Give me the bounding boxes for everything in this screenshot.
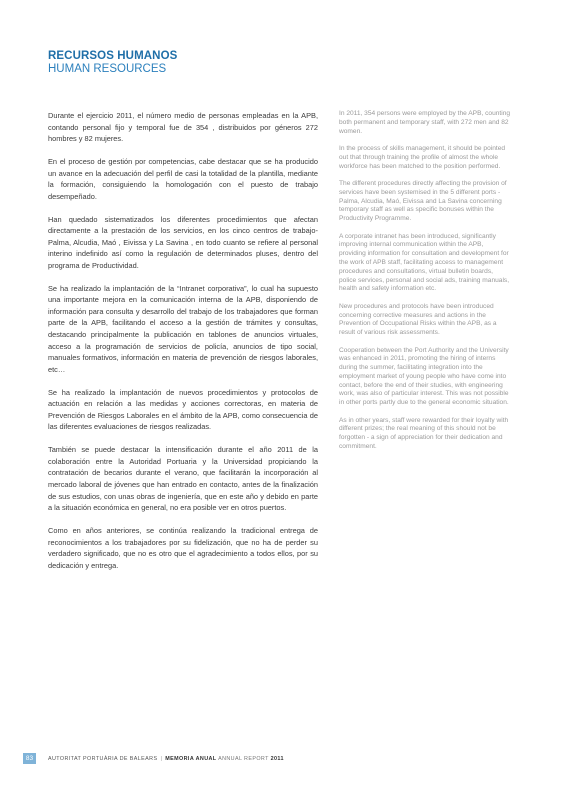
- footer-text: [48, 756, 284, 762]
- spanish-paragraph: Se ha realizado la implantación de la “Intranet corporativa”, lo cual ha supuesto una importante mejora en la comunicación interna de la APB, disponiendo de información para consulta y desarrollo del trabajo de los trabajadores que forman parte de la APB, facilitando el acceso a la gestión de trámites y consultas, destacando principalmente la publicación en tablones de anuncios virtuales, acceso a la programación de servicios de policía, anuncios de tipo social, manuales formativos, información en materia de prevención de riesgos laborales, etc…: [48, 283, 318, 374]
- section-title-spanish: RECURSOS HUMANOS: [48, 50, 178, 62]
- footer-separator: |: [160, 755, 163, 762]
- page-footer: [23, 753, 284, 764]
- english-paragraph: A corporate intranet has been introduced, significantly improving internal communication within the APB, providing information for consultation and development for the work of APB staff, facilitating access to management procedures and consultations, virtual bulletin boards, police services, personal and social ads, training manuals, health and safety information etc.: [339, 232, 510, 293]
- section-title-english: HUMAN RESOURCES: [48, 63, 167, 75]
- footer-memoria-label: MEMORIA ANUAL: [165, 755, 217, 762]
- english-text-column: [339, 110, 511, 460]
- spanish-text-column: [48, 110, 318, 583]
- spanish-paragraph: Se ha realizado la implantación de nuevos procedimientos y protocolos de actuación en relación a las medidas y acciones correctoras, en materia de Prevención de Riesgos Laborales en el ámbito de la APB, como consecuencia de las diferentes evaluaciones de riesgos realizadas.: [48, 387, 318, 432]
- spanish-paragraph: Durante el ejercicio 2011, el número medio de personas empleadas en la APB, contando personal fijo y temporal fue de 354 , distribuidos por géneros 272 hombres y 82 mujeres.: [48, 111, 318, 144]
- english-paragraph: In the process of skills management, it should be pointed out that through training the profile of almost the whole workforce has been matched to the position performed.: [339, 144, 506, 170]
- spanish-paragraph: Han quedado sistematizados los diferentes procedimientos que afectan directamente a la prestación de los servicios, en los cinco centros de trabajo- Palma, Alcudia, Maó , Eivissa y La Savina , en todo cuanto se refiere al personal interino indefinido así como la regulación de determinados pluses, dentro del programa de Productividad.: [48, 214, 318, 270]
- english-paragraph: New procedures and protocols have been introduced concerning corrective measures and actions in the Prevention of Occupational Risks within the APB, as a result of various risk assessments.: [339, 302, 497, 337]
- english-paragraph: Cooperation between the Port Authority and the University was enhanced in 2011, promoting the hiring of interns during the summer, facilitating integration into the employment market of young people who have come into contact, before the end of their studies, with engineering work, was also of particular interest. This was not possible in other ports partly due to the general economic situation.: [339, 346, 509, 407]
- english-paragraph: As in other years, staff were rewarded for their loyalty with different prizes; the real meaning of this should not be forgotten - a sign of appreciation for their dedication and commitment.: [339, 416, 509, 451]
- spanish-paragraph: En el proceso de gestión por competencias, cabe destacar que se ha producido un avance en la adecuación del perfil de casi la totalidad de la plantilla, mediante la formación, consiguiendo la homologación con el puesto de trabajo desempeñado.: [48, 156, 318, 201]
- footer-organization: AUTORITAT PORTUÀRIA DE BALEARS: [48, 755, 158, 762]
- english-paragraph: The different procedures directly affecting the provision of services have been systemised in the 5 different ports - Palma, Alcudia, Maó, Eivissa and La Savina concerning temporary staff as well as specific bonuses within the Productivity Programme.: [339, 179, 507, 223]
- page-number-badge: 83: [23, 753, 36, 764]
- spanish-paragraph: Como en años anteriores, se continúa realizando la tradicional entrega de reconocimientos a los trabajadores por su fidelización, que no ha de perder su verdadero significado, que no es otro que el agradecimiento a todos ellos, por su dedicación y entrega.: [48, 525, 318, 570]
- spanish-paragraph: También se puede destacar la intensificación durante el año 2011 de la colaboración entre la Autoridad Portuaria y la Universidad propiciando la contratación de becarios durante el verano, que facilitarán la incorporación al mercado laboral de jóvenes que han entrado en contacto, antes de la finalización de sus estudios, con unas obras de ingeniería, que en este año y debido en parte a la situación económica en general, no era posible ver en otros puertos.: [48, 445, 318, 513]
- footer-annual-report-label: ANNUAL REPORT: [218, 755, 269, 762]
- footer-year: 2011: [270, 755, 284, 762]
- section-header: [48, 50, 177, 76]
- english-paragraph: In 2011, 354 persons were employed by the APB, counting both permanent and temporary staff, with 272 men and 82 women.: [339, 110, 511, 135]
